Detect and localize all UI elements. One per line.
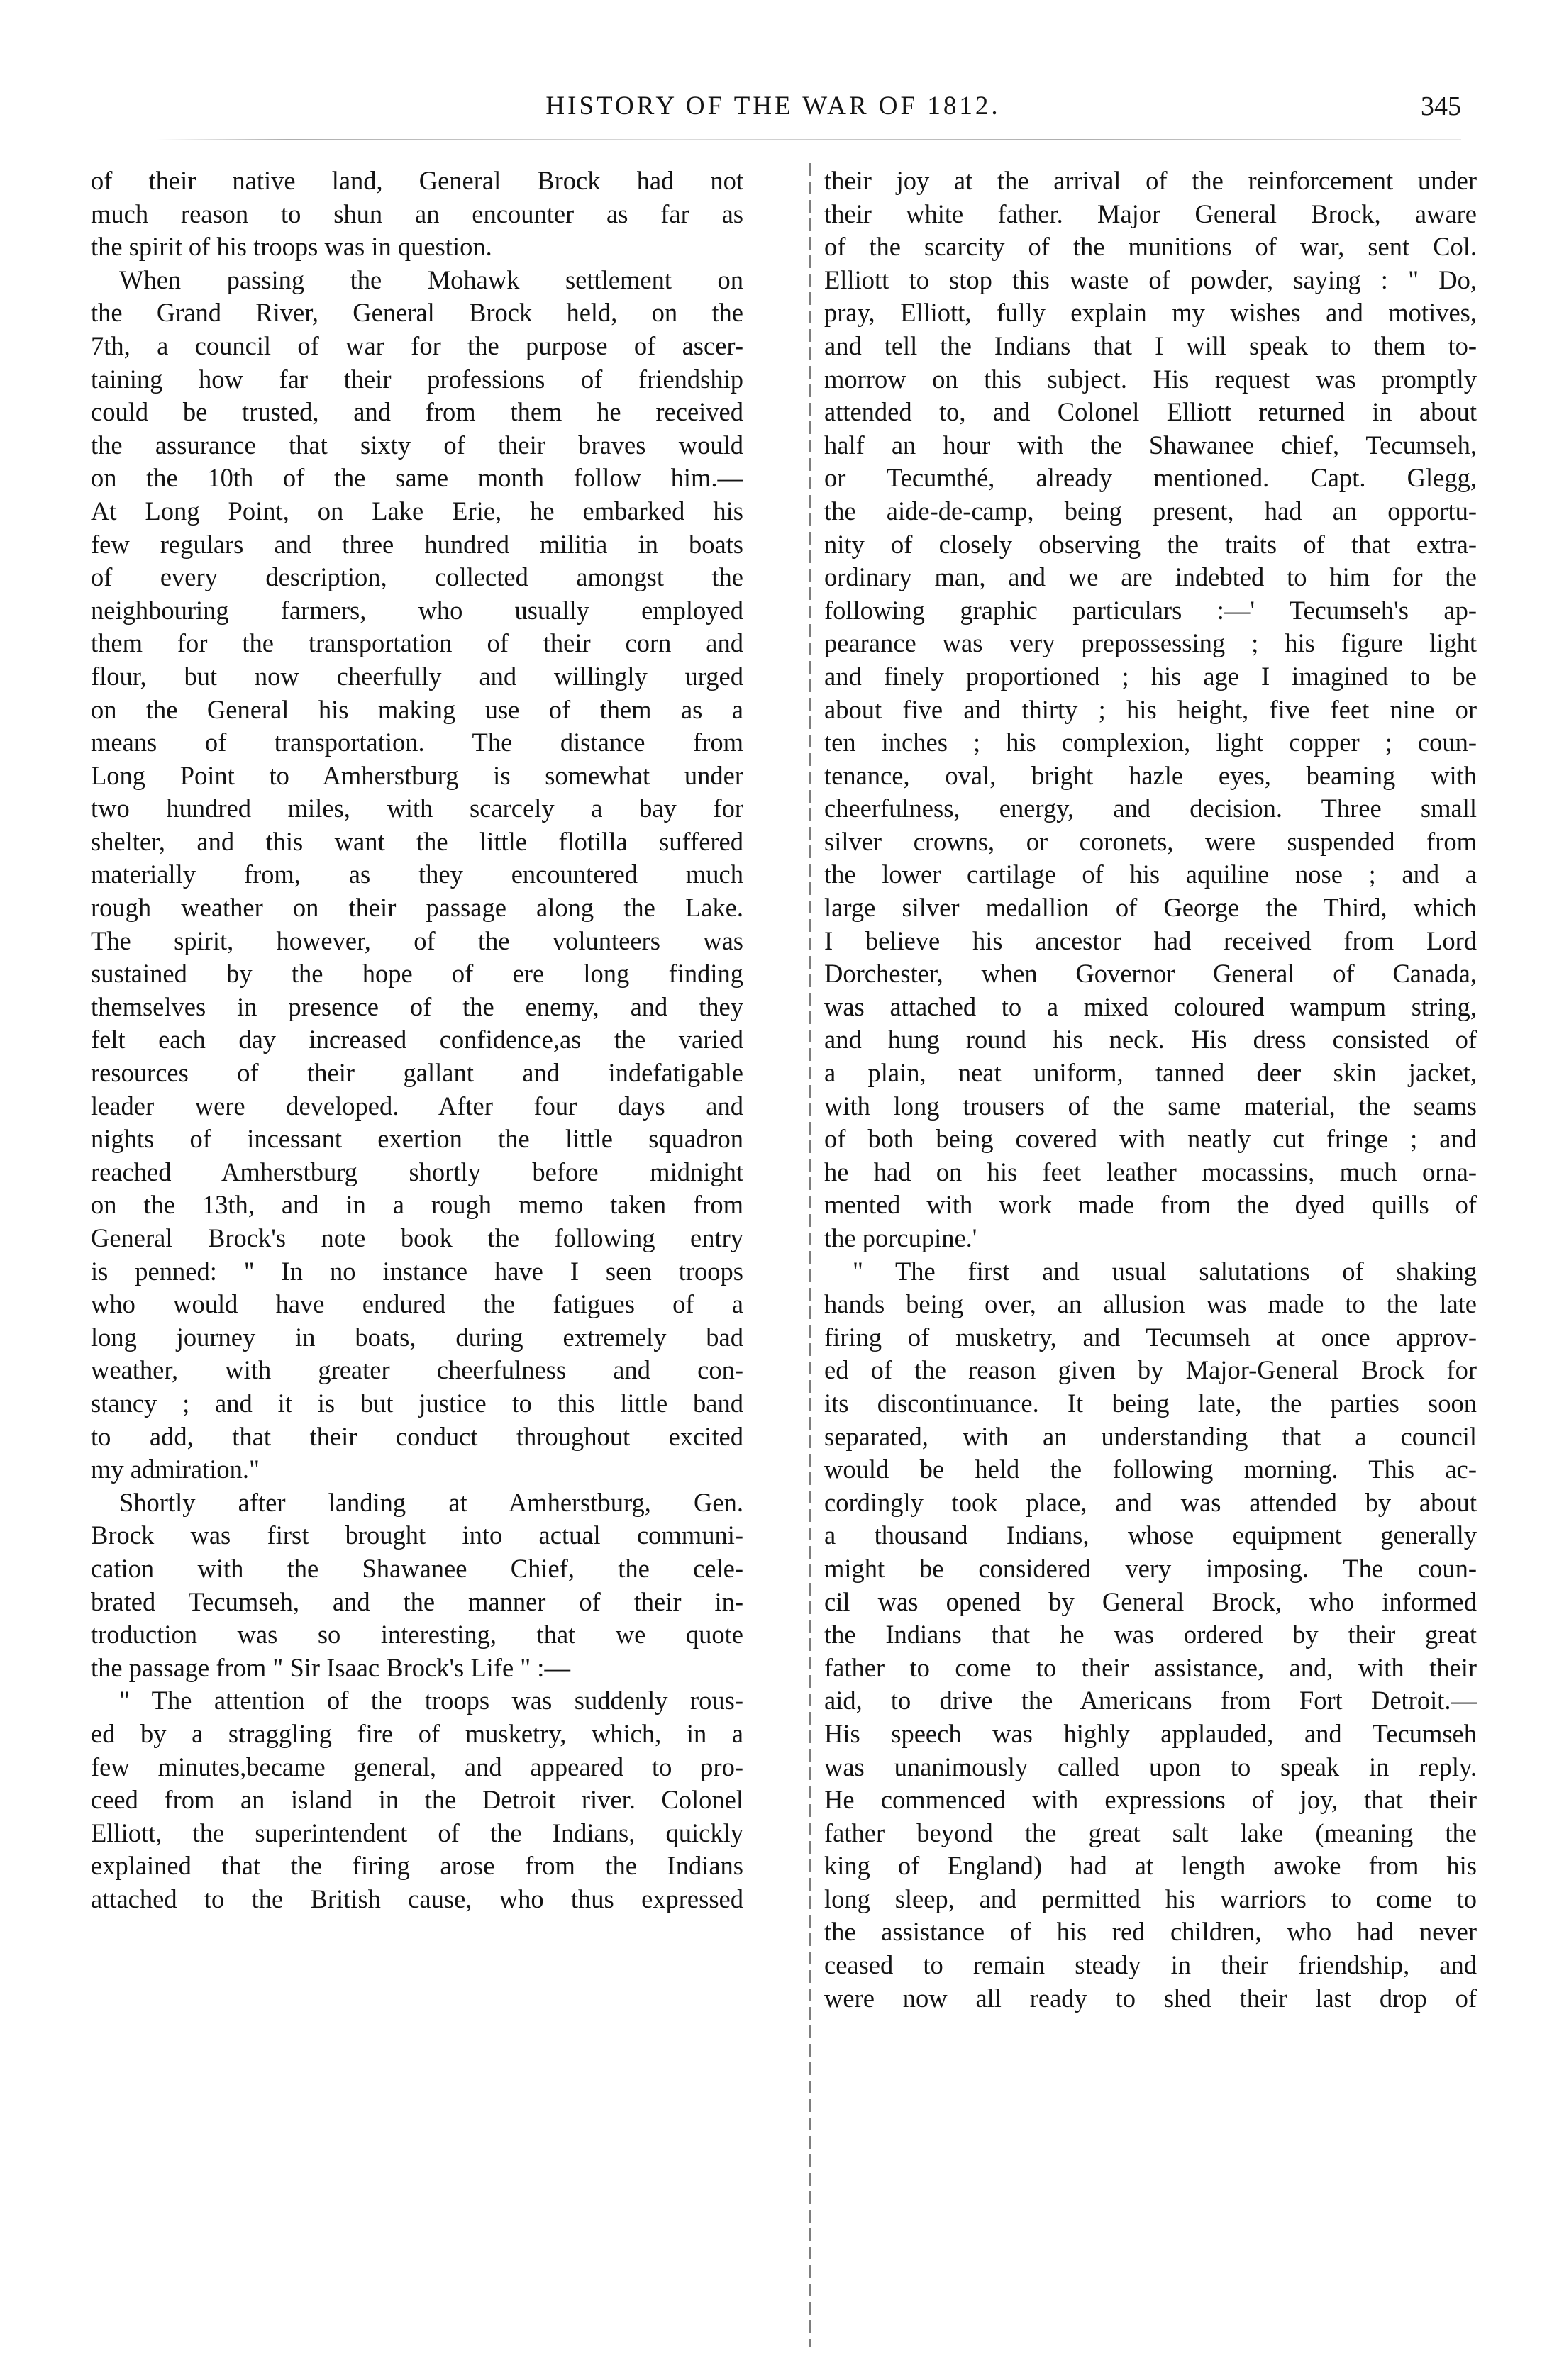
text-line: shelter, and this want the little flotilla suffered (91, 826, 743, 856)
text-line: father beyond the great salt lake (meaning the (824, 1818, 1477, 1847)
text-line: my admiration." (91, 1455, 260, 1484)
text-line: mented with work made from the dyed quills of (824, 1190, 1477, 1220)
page-header (85, 91, 1461, 133)
text-line: sustained by the hope of ere long finding (91, 959, 743, 989)
text-line: He commenced with expressions of joy, that their (824, 1785, 1477, 1815)
column-divider (809, 163, 811, 2347)
text-line: on the General his making use of them as a (91, 694, 743, 724)
text-line: the spirit of his troops was in question. (91, 232, 492, 262)
text-line: two hundred miles, with scarcely a bay for (91, 794, 743, 823)
text-line: nity of closely observing the traits of that extra- (824, 529, 1477, 559)
text-line: ceased to remain steady in their friendship, and (824, 1950, 1477, 1980)
text-line: of their native land, General Brock had not (91, 166, 743, 195)
text-line: separated, with an understanding that a council (824, 1421, 1477, 1451)
text-line: of every description, collected amongst the (91, 562, 743, 592)
text-line: cheerfulness, energy, and decision. Three small (824, 794, 1477, 823)
text-line: Long Point to Amherstburg is somewhat under (91, 760, 743, 790)
text-line: Dorchester, when Governor General of Canada, (824, 959, 1477, 989)
text-line: The spirit, however, of the volunteers was (91, 925, 743, 955)
text-line: could be trusted, and from them he received (91, 397, 743, 427)
text-line: the lower cartilage of his aquiline nose ; and a (824, 860, 1477, 889)
text-line: ceed from an island in the Detroit river. Colonel (91, 1785, 743, 1815)
text-line: the passage from " Sir Isaac Brock's Life " :— (91, 1652, 570, 1682)
text-line: firing of musketry, and Tecumseh at once approv- (824, 1322, 1477, 1352)
text-line: materially from, as they encountered much (91, 860, 743, 889)
text-line: stancy ; and it is but justice to this little band (91, 1388, 743, 1418)
text-line: of both being covered with neatly cut fringe ; and (824, 1124, 1477, 1154)
text-line: aid, to drive the Americans from Fort Detroit.— (824, 1686, 1477, 1716)
page-number: 345 (1421, 91, 1461, 121)
text-line: 7th, a council of war for the purpose of ascer- (91, 330, 743, 360)
text-line: their joy at the arrival of the reinforcement under (824, 166, 1477, 195)
text-line: long sleep, and permitted his warriors to come to (824, 1884, 1477, 1913)
text-line: to add, that their conduct throughout excited (91, 1421, 743, 1451)
text-line: When passing the Mohawk settlement on (119, 265, 743, 294)
text-line: flour, but now cheerfully and willingly urged (91, 661, 743, 691)
text-line: much reason to shun an encounter as far as (91, 199, 743, 228)
text-line: His speech was highly applauded, and Tecumseh (824, 1718, 1477, 1748)
text-line: on the 13th, and in a rough memo taken from (91, 1190, 743, 1220)
text-line: nights of incessant exertion the little squadron (91, 1124, 743, 1154)
text-line: its discontinuance. It being late, the parties soon (824, 1388, 1477, 1418)
text-line: following graphic particulars :—' Tecumseh's ap- (824, 595, 1477, 625)
text-line: ed by a straggling fire of musketry, which, in a (91, 1718, 743, 1748)
text-line: pearance was very prepossessing ; his figure light (824, 628, 1477, 658)
text-line: rough weather on their passage along the Lake. (91, 893, 743, 923)
text-line: At Long Point, on Lake Erie, he embarked his (91, 496, 743, 526)
text-line: was attached to a mixed coloured wampum string, (824, 991, 1477, 1021)
left-column (91, 165, 743, 1915)
text-line: he had on his feet leather mocassins, much orna- (824, 1157, 1477, 1186)
text-line: reached Amherstburg shortly before midnight (91, 1157, 743, 1186)
text-line: explained that the firing arose from the Indians (91, 1851, 743, 1881)
text-line: is penned: " In no instance have I seen troops (91, 1256, 743, 1286)
text-line: were now all ready to shed their last drop of (824, 1983, 1477, 2013)
text-line: a thousand Indians, whose equipment generally (824, 1520, 1477, 1550)
text-line: might be considered very imposing. The coun- (824, 1553, 1477, 1583)
text-line: means of transportation. The distance from (91, 728, 743, 757)
text-line: resources of their gallant and indefatigable (91, 1058, 743, 1088)
text-line: and hung round his neck. His dress consisted of (824, 1025, 1477, 1055)
text-line: large silver medallion of George the Third, which (824, 893, 1477, 923)
text-line: about five and thirty ; his height, five feet nine or (824, 694, 1477, 724)
text-line: or Tecumthé, already mentioned. Capt. Glegg, (824, 463, 1477, 493)
text-line: a plain, neat uniform, tanned deer skin jacket, (824, 1058, 1477, 1088)
text-line: on the 10th of the same month follow him.— (91, 463, 743, 493)
text-line: Brock was first brought into actual communi- (91, 1520, 743, 1550)
text-line: pray, Elliott, fully explain my wishes and motives, (824, 298, 1477, 328)
text-line: half an hour with the Shawanee chief, Tecumseh, (824, 430, 1477, 460)
text-line: and finely proportioned ; his age I imagined to be (824, 661, 1477, 691)
text-line: ten inches ; his complexion, light copper ; coun- (824, 728, 1477, 757)
text-line: brated Tecumseh, and the manner of their in- (91, 1586, 743, 1616)
text-line: themselves in presence of the enemy, and they (91, 991, 743, 1021)
text-line: neighbouring farmers, who usually employed (91, 595, 743, 625)
text-line: weather, with greater cheerfulness and con- (91, 1355, 743, 1385)
text-line: father to come to their assistance, and, with their (824, 1652, 1477, 1682)
text-line: I believe his ancestor had received from Lord (824, 925, 1477, 955)
text-line: taining how far their professions of friendship (91, 364, 743, 394)
text-line: and tell the Indians that I will speak to them to- (824, 330, 1477, 360)
text-line: " The first and usual salutations of shaking (853, 1256, 1477, 1286)
text-line: their white father. Major General Brock, aware (824, 199, 1477, 228)
text-line: the assurance that sixty of their braves would (91, 430, 743, 460)
text-line: attached to the British cause, who thus expressed (91, 1884, 743, 1913)
text-line: tenance, oval, bright hazle eyes, beaming with (824, 760, 1477, 790)
text-line: would be held the following morning. This ac- (824, 1455, 1477, 1484)
right-column (824, 165, 1477, 2015)
text-line: the Indians that he was ordered by their great (824, 1620, 1477, 1650)
text-line: long journey in boats, during extremely bad (91, 1322, 743, 1352)
text-line: with long trousers of the same material, the seams (824, 1091, 1477, 1121)
text-line: hands being over, an allusion was made to the late (824, 1289, 1477, 1319)
text-line: cil was opened by General Brock, who informed (824, 1586, 1477, 1616)
text-line: few minutes,became general, and appeared to pro- (91, 1752, 743, 1781)
text-line: ordinary man, and we are indebted to him for the (824, 562, 1477, 592)
text-line: the assistance of his red children, who had never (824, 1917, 1477, 1947)
text-line: cation with the Shawanee Chief, the cele- (91, 1553, 743, 1583)
text-line: troduction was so interesting, that we quote (91, 1620, 743, 1650)
text-line: Elliott, the superintendent of the Indians, quickly (91, 1818, 743, 1847)
text-line: silver crowns, or coronets, were suspended from (824, 826, 1477, 856)
text-line: ed of the reason given by Major-General Brock for (824, 1355, 1477, 1385)
text-line: cordingly took place, and was attended by about (824, 1487, 1477, 1517)
text-line: the porcupine.' (824, 1223, 977, 1252)
text-line: few regulars and three hundred militia in boats (91, 529, 743, 559)
text-line: felt each day increased confidence,as the varied (91, 1025, 743, 1055)
text-line: " The attention of the troops was suddenly rous- (119, 1686, 743, 1716)
text-line: the aide-de-camp, being present, had an opportu- (824, 496, 1477, 526)
text-line: Shortly after landing at Amherstburg, Gen. (119, 1487, 743, 1517)
text-line: of the scarcity of the munitions of war, sent Col. (824, 232, 1477, 262)
text-line: attended to, and Colonel Elliott returned in about (824, 397, 1477, 427)
text-line: Elliott to stop this waste of powder, saying : " Do, (824, 265, 1477, 294)
running-title: HISTORY OF THE WAR OF 1812. (545, 91, 1001, 121)
text-line: who would have endured the fatigues of a (91, 1289, 743, 1319)
text-line: king of England) had at length awoke from his (824, 1851, 1477, 1881)
text-line: the Grand River, General Brock held, on the (91, 298, 743, 328)
text-line: morrow on this subject. His request was promptly (824, 364, 1477, 394)
text-line: them for the transportation of their corn and (91, 628, 743, 658)
header-rule (156, 139, 1461, 140)
text-line: was unanimously called upon to speak in reply. (824, 1752, 1477, 1781)
text-line: General Brock's note book the following entry (91, 1223, 743, 1252)
text-line: leader were developed. After four days and (91, 1091, 743, 1121)
